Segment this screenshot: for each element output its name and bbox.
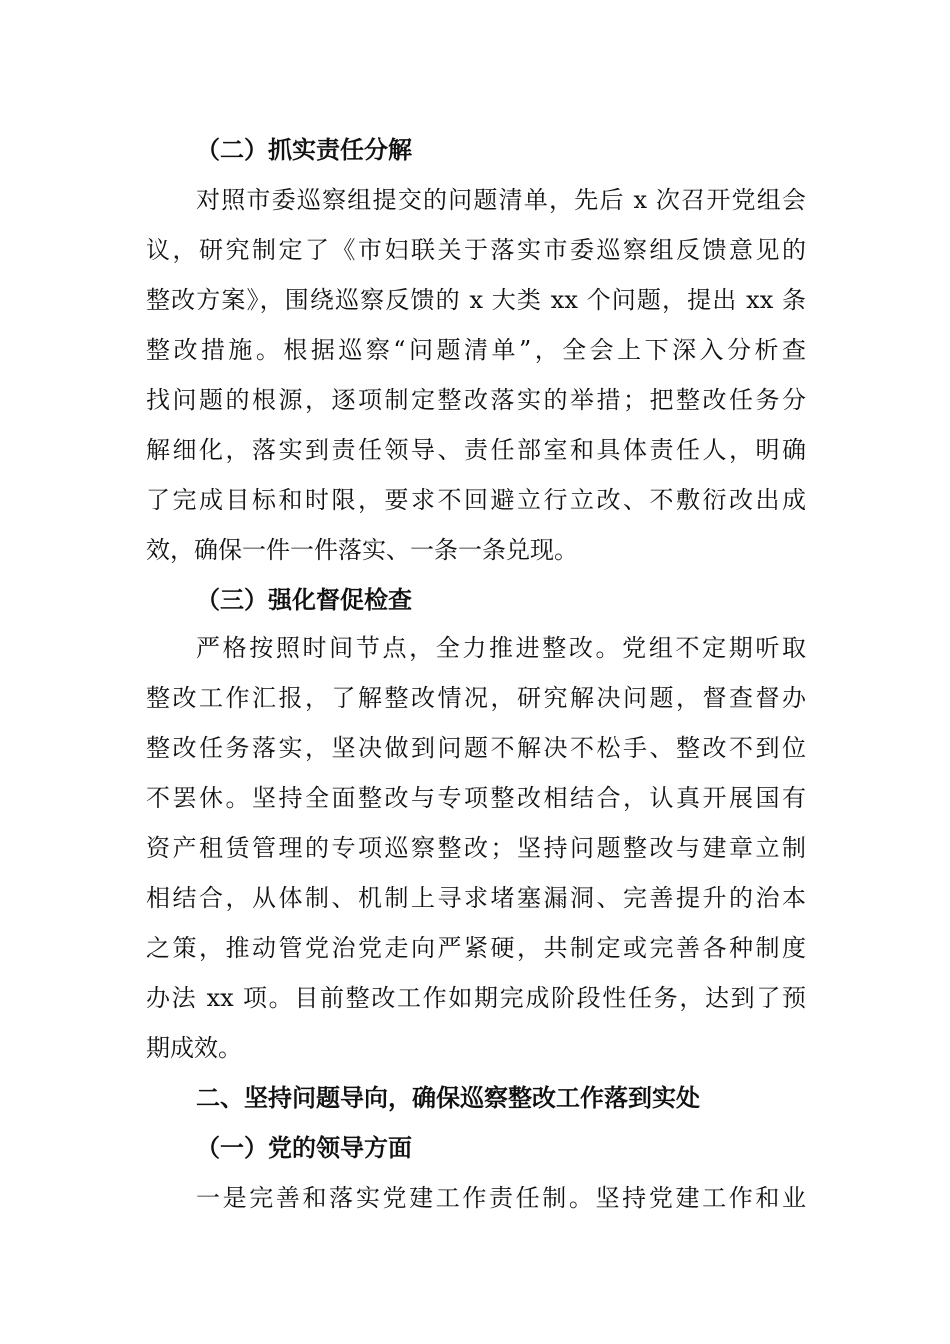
paragraph-2-line-6: 相结合，从体制、机制上寻求堵塞漏洞、完善提升的治本 — [146, 884, 806, 912]
paragraph-2-line-8: 办法 xx 项。目前整改工作如期完成阶段性任务，达到了预 — [146, 984, 806, 1012]
paragraph-2-line-5: 资产租赁管理的专项巡察整改；坚持问题整改与建章立制 — [146, 834, 806, 862]
paragraph-2-line-7: 之策，推动管党治党走向严紧硬，共制定或完善各种制度 — [146, 934, 806, 962]
paragraph-2-line-9: 期成效。 — [146, 1034, 242, 1062]
paragraph-1-line-5: 找问题的根源，逐项制定整改落实的举措；把整改任务分 — [146, 386, 806, 414]
paragraph-1-line-1: 对照市委巡察组提交的问题清单，先后 x 次召开党组会 — [196, 186, 806, 214]
paragraph-1-line-6: 解细化，落实到责任领导、责任部室和具体责任人，明确 — [146, 436, 806, 464]
paragraph-2-line-4: 不罢休。坚持全面整改与专项整改相结合，认真开展国有 — [146, 784, 806, 812]
sub-heading-3: （三）强化督促检查 — [196, 586, 412, 614]
paragraph-1-line-7: 了完成目标和时限，要求不回避立行立改、不敷衍改出成 — [146, 486, 806, 514]
paragraph-2-line-2: 整改工作汇报，了解整改情况，研究解决问题，督查督办 — [146, 684, 806, 712]
paragraph-3-line-1: 一是完善和落实党建工作责任制。坚持党建工作和业 — [196, 1184, 806, 1212]
paragraph-1-line-3: 整改方案》，围绕巡察反馈的 x 大类 xx 个问题，提出 xx 条 — [146, 286, 806, 314]
paragraph-1-line-2: 议，研究制定了《市妇联关于落实市委巡察组反馈意见的 — [146, 236, 806, 264]
paragraph-2-line-3: 整改任务落实，坚决做到问题不解决不松手、整改不到位 — [146, 734, 806, 762]
paragraph-2-line-1: 严格按照时间节点，全力推进整改。党组不定期听取 — [196, 634, 806, 662]
sub-heading-1: （一）党的领导方面 — [196, 1134, 412, 1162]
paragraph-1-line-4: 整改措施。根据巡察“问题清单”，全会上下深入分析查 — [146, 336, 806, 364]
section-heading-2: 二、坚持问题导向，确保巡察整改工作落到实处 — [196, 1084, 700, 1112]
sub-heading-2: （二）抓实责任分解 — [196, 136, 412, 164]
paragraph-1-line-8: 效，确保一件一件落实、一条一条兑现。 — [146, 536, 578, 564]
